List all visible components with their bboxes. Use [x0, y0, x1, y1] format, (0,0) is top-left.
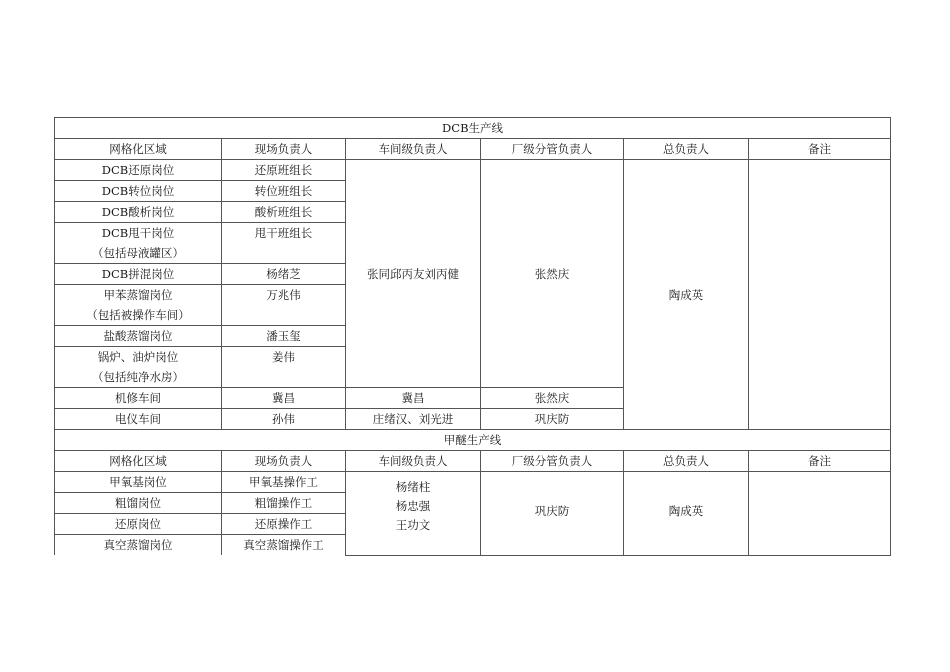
remarks-cell [749, 160, 891, 430]
header-remarks: 备注 [749, 451, 891, 472]
onsite-cell: 孙伟 [222, 409, 346, 430]
header-general: 总负责人 [624, 451, 749, 472]
table-row [55, 472, 891, 493]
area-cell: 还原岗位 [55, 514, 222, 535]
header-plant: 厂级分管负责人 [481, 139, 624, 160]
dcb-header-row [55, 139, 891, 160]
header-grid-area: 网格化区域 [55, 451, 222, 472]
header-workshop: 车间级负责人 [346, 139, 481, 160]
area-cell [55, 223, 222, 264]
header-onsite: 现场负责人 [222, 451, 346, 472]
ether-section-title: 甲醚生产线 [55, 430, 891, 451]
area-line: DCB甩干岗位 [101, 226, 175, 240]
plant-cell: 张然庆 [481, 388, 624, 409]
area-cell: DCB拼混岗位 [55, 264, 222, 285]
onsite-cell: 潘玉玺 [222, 326, 346, 347]
header-grid-area: 网格化区域 [55, 139, 222, 160]
onsite-cell: 酸析班组长 [222, 202, 346, 223]
onsite-cell: 杨绪芝 [222, 264, 346, 285]
ether-header-row [55, 451, 891, 472]
header-workshop: 车间级负责人 [346, 451, 481, 472]
workshop-person: 杨绪柱 [395, 479, 431, 494]
plant-merged-cell: 张然庆 [481, 160, 624, 388]
area-cell [55, 285, 222, 326]
onsite-cell: 还原操作工 [222, 514, 346, 535]
workshop-person: 杨忠强 [395, 498, 431, 513]
general-cell: 陶成英 [624, 472, 749, 556]
plant-cell: 巩庆防 [481, 409, 624, 430]
area-cell: 盐酸蒸馏岗位 [55, 326, 222, 347]
area-cell: 真空蒸馏岗位 [55, 535, 222, 556]
area-note: （包括被操作车间） [86, 308, 190, 322]
onsite-cell: 甩干班组长 [222, 223, 346, 264]
header-onsite: 现场负责人 [222, 139, 346, 160]
header-remarks: 备注 [749, 139, 891, 160]
area-line: 锅炉、油炉岗位 [97, 350, 179, 364]
area-cell: 电仪车间 [55, 409, 222, 430]
table-row [55, 160, 891, 181]
area-cell: DCB酸析岗位 [55, 202, 222, 223]
plant-merged-cell: 巩庆防 [481, 472, 624, 556]
onsite-cell: 姜伟 [222, 347, 346, 388]
onsite-cell: 粗馏操作工 [222, 493, 346, 514]
area-cell: 机修车间 [55, 388, 222, 409]
onsite-cell: 还原班组长 [222, 160, 346, 181]
area-cell [55, 347, 222, 388]
onsite-cell: 真空蒸馏操作工 [222, 535, 346, 556]
area-line: 甲苯蒸馏岗位 [103, 288, 173, 302]
area-note: （包括母液罐区） [92, 246, 184, 260]
workshop-merged-cell: 张同邱丙友刘丙健 [346, 160, 481, 388]
area-cell: 粗馏岗位 [55, 493, 222, 514]
onsite-cell: 甲氧基操作工 [222, 472, 346, 493]
workshop-person: 王功文 [395, 517, 431, 532]
workshop-cell: 庄绪汉、刘光进 [346, 409, 481, 430]
header-plant: 厂级分管负责人 [481, 451, 624, 472]
onsite-cell: 冀昌 [222, 388, 346, 409]
area-cell: 甲氧基岗位 [55, 472, 222, 493]
general-cell: 陶成英 [624, 160, 749, 430]
area-cell: DCB还原岗位 [55, 160, 222, 181]
area-cell: DCB转位岗位 [55, 181, 222, 202]
header-general: 总负责人 [624, 139, 749, 160]
dcb-section-title: DCB生产线 [55, 118, 891, 139]
area-note: （包括纯净水房） [92, 370, 184, 384]
responsibility-table [54, 117, 891, 556]
onsite-cell: 万兆伟 [222, 285, 346, 326]
workshop-cell: 冀昌 [346, 388, 481, 409]
remarks-cell [749, 472, 891, 556]
workshop-merged-cell [346, 472, 481, 556]
onsite-cell: 转位班组长 [222, 181, 346, 202]
